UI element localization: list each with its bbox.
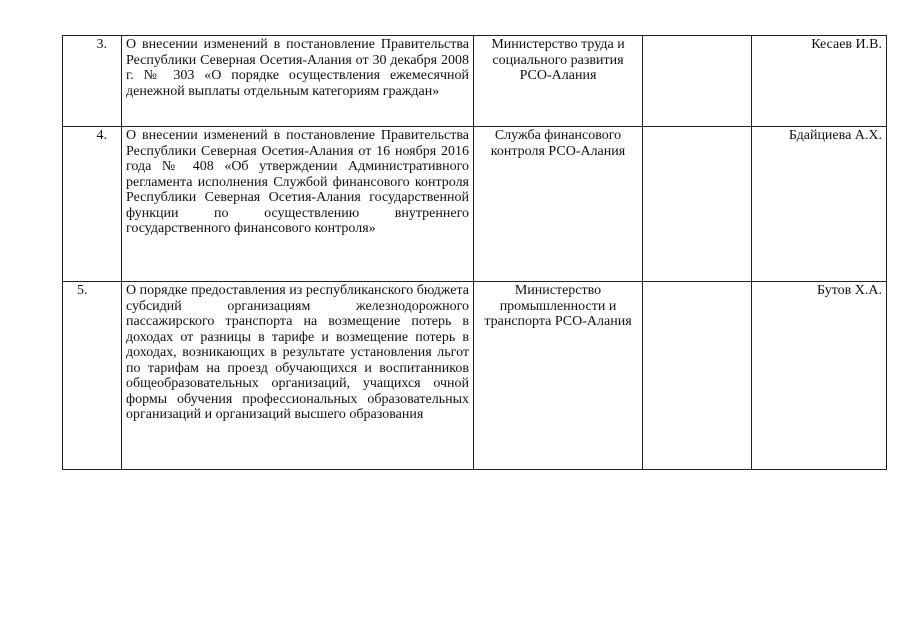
table-row	[63, 127, 887, 282]
row-number: 4.	[63, 127, 122, 282]
department: Служба финансового контроля РСО-Алания	[474, 127, 643, 282]
department: Министерство промышленности и транспорта РСО-Алания	[474, 282, 643, 470]
table-row	[63, 36, 887, 127]
responsible-person: Кесаев И.В.	[752, 36, 887, 127]
row-number: 5.	[63, 282, 122, 470]
plan-table	[62, 35, 887, 470]
document-title: О внесении изменений в постановление Правительства Республики Северная Осетия-Алания от 30 декабря 2008 г. № 303 «О порядке осуществления ежемесячной денежной выплаты отдельным категориям граждан»	[122, 36, 474, 127]
empty-cell	[643, 127, 752, 282]
department: Министерство труда и социального развития РСО-Алания	[474, 36, 643, 127]
responsible-person: Бутов Х.А.	[752, 282, 887, 470]
document-title: О порядке предоставления из республиканского бюджета субсидий организациям железнодорожного пассажирского транспорта на возмещение потерь в доходах от разницы в тарифе и возмещение потерь в доходах, возникающих в результате установления льгот по тарифам на проезд обучающихся и воспитанников общеобразовательных организаций, учащихся очной формы обучения профессиональных образовательных организаций и организаций высшего образования	[122, 282, 474, 470]
empty-cell	[643, 36, 752, 127]
responsible-person: Бдайциева А.Х.	[752, 127, 887, 282]
row-number: 3.	[63, 36, 122, 127]
empty-cell	[643, 282, 752, 470]
table-row	[63, 282, 887, 470]
document-title: О внесении изменений в постановление Правительства Республики Северная Осетия-Алания от 16 ноября 2016 года № 408 «Об утверждении Административного регламента исполнения Службой финансового контроля Республики Северная Осетия-Алания государственной функции по осуществлению внутреннего государственного финансового контроля»	[122, 127, 474, 282]
